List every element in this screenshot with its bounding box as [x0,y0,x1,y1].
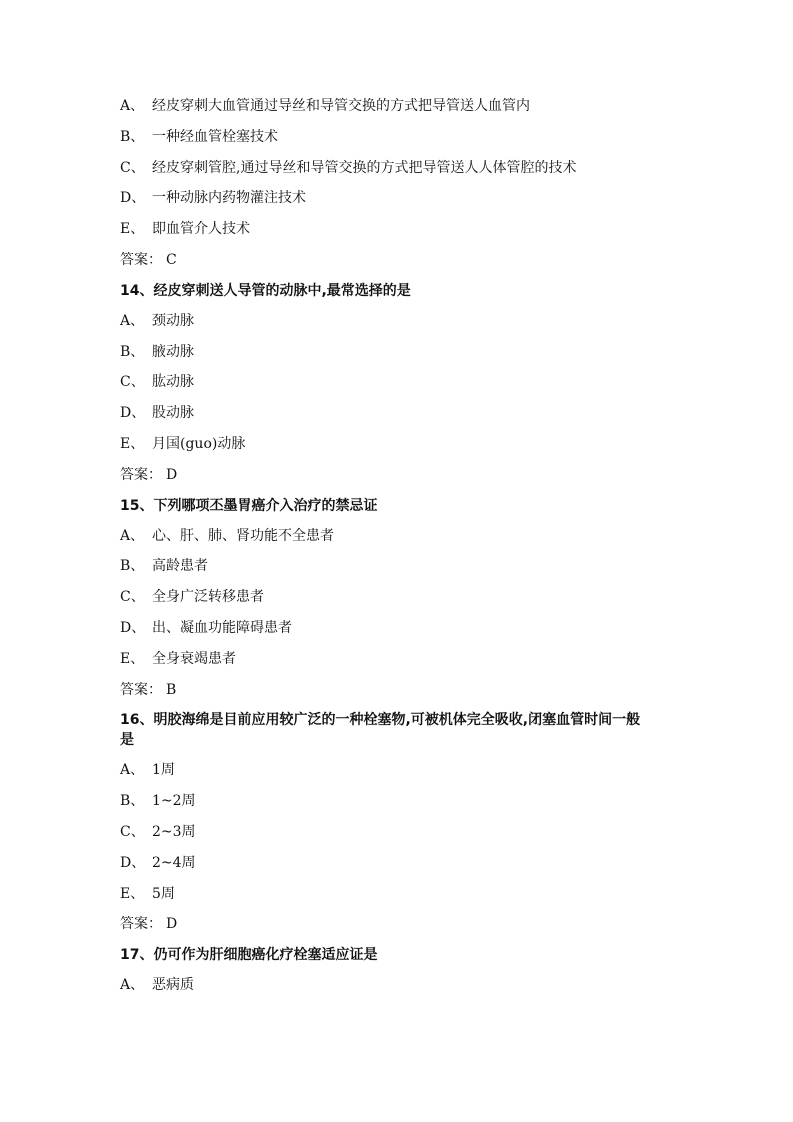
option-letter: B、 [120,558,145,575]
option-text: 高龄患者 [152,558,208,575]
option-b [120,556,680,576]
option-text: 月国(guo)动脉 [152,435,246,452]
option-d [120,188,680,208]
option-letter: B、 [120,343,145,360]
option-letter: D、 [120,619,146,636]
option-a [120,96,680,116]
option-text: 一种动脉内药物灌注技术 [152,190,306,207]
question-13-options [120,96,680,270]
document-page [120,96,680,1006]
answer-label: 答案： [120,251,162,268]
answer-value: D [166,916,178,933]
option-d [120,403,680,423]
option-a [120,975,680,995]
option-letter: C、 [120,589,145,606]
option-c [120,158,680,178]
option-text: 颈动脉 [152,312,194,329]
option-letter: A、 [120,977,145,994]
question-title: 17、仍可作为肝细胞癌化疗栓塞适应证是 [120,947,378,964]
option-letter: E、 [120,885,145,902]
option-text: 全身衰竭患者 [152,650,236,667]
option-text: 恶病质 [152,977,194,994]
question-15 [120,496,680,700]
option-letter: E、 [120,221,145,238]
option-e [120,219,680,239]
option-text: 经皮穿刺管腔,通过导丝和导管交换的方式把导管送人人体管腔的技术 [152,159,577,176]
option-text: 一种经血管栓塞技术 [152,128,278,145]
answer-line [120,250,680,270]
option-letter: B、 [120,793,145,810]
question-title: 15、下列哪项丕墨胃癌介入治疗的禁忌证 [120,497,378,514]
option-letter: A、 [120,762,145,779]
answer-label: 答案： [120,681,162,698]
option-letter: E、 [120,650,145,667]
option-c [120,372,680,392]
option-letter: D、 [120,190,146,207]
question-title: 14、经皮穿刺送人导管的动脉中,最常选择的是 [120,282,411,299]
option-d [120,853,680,873]
option-text: 出、凝血功能障碍患者 [152,619,292,636]
option-e [120,434,680,454]
question-16 [120,710,680,934]
option-text: 肱动脉 [152,374,194,391]
option-text: 1~2周 [152,793,196,810]
option-b [120,342,680,362]
option-text: 2~4周 [152,854,196,871]
option-e [120,649,680,669]
answer-value: B [166,681,177,698]
answer-line [120,680,680,700]
option-a [120,311,680,331]
option-b [120,127,680,147]
option-e [120,884,680,904]
question-17 [120,945,680,995]
option-text: 股动脉 [152,405,194,422]
option-text: 心、肝、肺、肾功能不全患者 [152,527,334,544]
option-letter: C、 [120,159,145,176]
option-letter: D、 [120,854,146,871]
answer-line [120,914,680,934]
option-text: 全身广泛转移患者 [152,589,264,606]
option-letter: C、 [120,374,145,391]
option-c [120,822,680,842]
option-text: 腋动脉 [152,343,194,360]
option-c [120,587,680,607]
answer-label: 答案： [120,916,162,933]
answer-value: D [166,466,178,483]
option-text: 经皮穿刺大血管通过导丝和导管交换的方式把导管送人血管内 [152,98,530,114]
option-letter: D、 [120,405,146,422]
option-letter: C、 [120,823,145,840]
option-letter: E、 [120,435,145,452]
option-d [120,618,680,638]
option-b [120,791,680,811]
option-text: 5周 [152,885,175,902]
option-letter: B、 [120,128,145,145]
option-a [120,526,680,546]
option-text: 即血管介人技术 [152,221,250,238]
option-letter: A、 [120,312,145,329]
option-text: 2~3周 [152,823,196,840]
question-title: 16、明胶海绵是目前应用较广泛的一种栓塞物,可被机体完全吸收,闭塞血管时间一般是 [120,712,641,749]
answer-label: 答案： [120,466,162,483]
answer-value: C [166,251,177,268]
answer-line [120,465,680,485]
question-14 [120,281,680,485]
option-text: 1周 [152,762,175,779]
option-letter: A、 [120,98,145,114]
option-a [120,760,680,780]
option-letter: A、 [120,527,145,544]
